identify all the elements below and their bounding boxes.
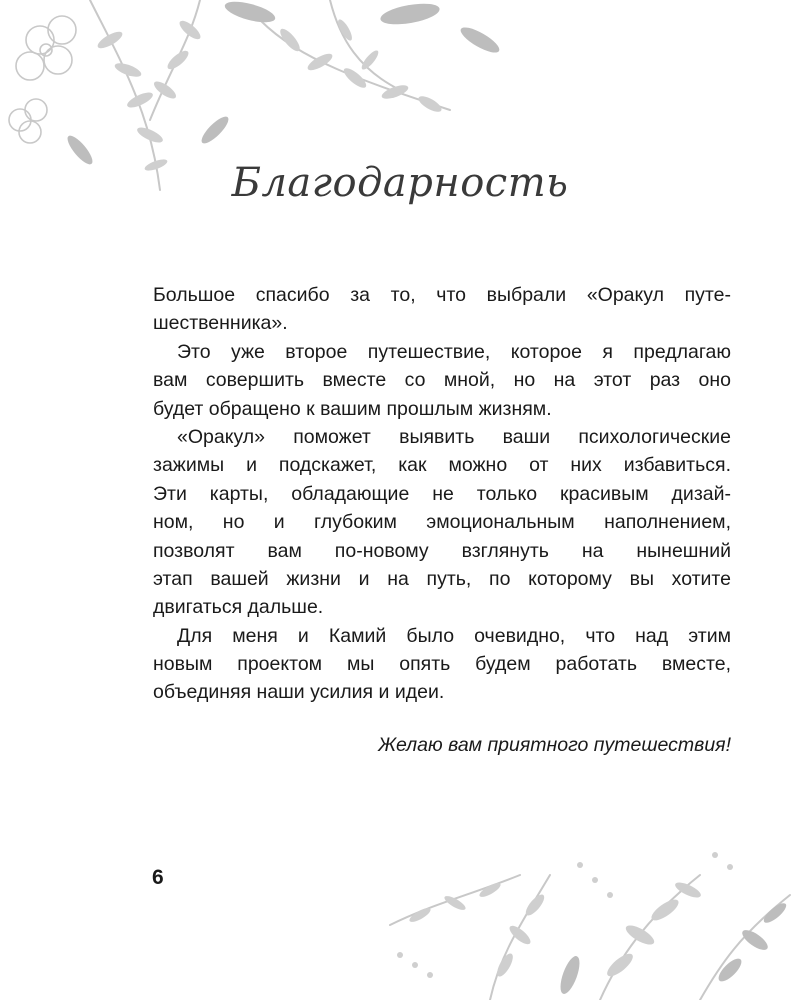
paragraph (153, 338, 731, 423)
text-line: зажимы и подскажет, как можно от них избавиться. (153, 454, 731, 477)
text-line: новым проектом мы опять будем работать вместе, (153, 653, 731, 676)
text-line: Большое спасибо за то, что выбрали «Оракул путе- (153, 284, 731, 306)
paragraph (153, 281, 731, 338)
text-line: Эти карты, обладающие не только красивым дизай- (153, 482, 731, 505)
text-line: будет обращено к вашим прошлым жизням. (153, 397, 552, 420)
paragraph (153, 423, 731, 622)
flower-outline-icon (16, 16, 76, 80)
paragraph (153, 622, 731, 707)
text-line: этап вашей жизни и на путь, по которому вы хотите (153, 567, 731, 590)
page-title: Благодарность (231, 160, 569, 206)
text-line: позволят вам по-новому взглянуть на нынешний (153, 539, 731, 562)
flower-outline-icon (9, 99, 47, 143)
body-text (153, 281, 731, 707)
text-line: ном, но и глубоким эмоциональным наполнением, (153, 511, 731, 534)
text-line: двигаться дальше. (153, 596, 324, 619)
text-line: объединяя наши усилия и идеи. (153, 681, 445, 704)
text-line: Для меня и Камий было очевидно, что над этим (177, 624, 731, 647)
text-line: Это уже второе путешествие, которое я предлагаю (177, 340, 731, 363)
text-line: «Оракул» поможет выявить ваши психологические (177, 425, 731, 448)
leaf-sprig-bottom-decoration (370, 835, 800, 1000)
text-line: шественника». (153, 312, 288, 335)
closing-wish: Желаю вам приятного путешествия! (378, 734, 731, 756)
text-line: вам совершить вместе со мной, но на этот раз оно (153, 369, 731, 392)
page-number: 6 (152, 866, 164, 889)
